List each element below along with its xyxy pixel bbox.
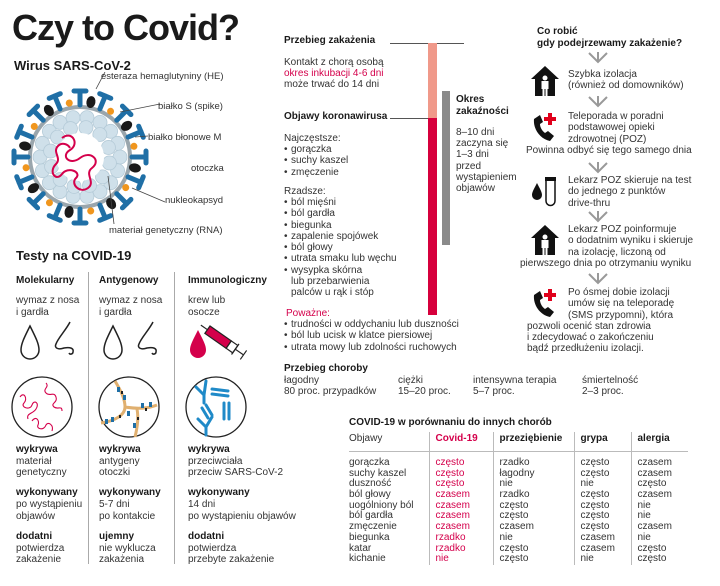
step-result-isolation (520, 224, 715, 269)
frequency-cell: często (574, 501, 631, 512)
virus-heading: Wirus SARS-CoV-2 (14, 58, 131, 73)
performed-label: wykonywany (99, 487, 161, 499)
performed-value: po wystąpieniu (16, 499, 83, 511)
detects-label: wykrywa (99, 444, 141, 455)
frequency-cell: często (574, 511, 631, 522)
spike-head (100, 216, 111, 221)
rna-strands-icon (10, 375, 74, 439)
frequency-cell: rzadko (493, 490, 574, 501)
frequency-cell: często (493, 554, 574, 565)
infectious-line: 8–10 dni (456, 127, 495, 138)
phone-medical-icon (530, 111, 560, 143)
nucleocapsid-bubble (102, 156, 116, 170)
frequency-cell: czasem (429, 501, 493, 512)
step-text: na izolację, liczoną od (568, 246, 666, 258)
frequency-cell: często (574, 490, 631, 501)
what-to-do-heading-line: Co robić (537, 26, 578, 37)
symptom-item: • utrata mowy lub zdolności ruchowych (284, 342, 459, 353)
arrow-down-icon (588, 52, 608, 64)
antibodies-icon (184, 375, 248, 439)
disease-course-label: intensywna terapia (473, 375, 557, 386)
step-text: Szybka izolacja (568, 69, 637, 80)
disease-course-item (582, 375, 638, 397)
performed-value: 5-7 dni (99, 499, 130, 511)
infectious-heading (456, 94, 509, 118)
performed-value: po kontakcie (99, 510, 156, 522)
result-label: dodatni (16, 530, 53, 542)
phone-medical-icon (530, 287, 560, 319)
step-text: drive-thru (568, 197, 611, 209)
table-row (349, 452, 688, 469)
spike-head (139, 177, 144, 188)
test-sample: osocze (188, 306, 220, 318)
nucleocapsid-bubble (79, 121, 93, 135)
frequency-cell: często (631, 479, 688, 490)
step-text: Teleporada w poradni (568, 111, 664, 122)
spike-head (49, 94, 60, 99)
test-sample: wymaz z nosa (16, 295, 80, 306)
rare-symptoms-list (284, 197, 397, 299)
symptom-item: • ból głowy (284, 242, 397, 253)
symptom-cell: suchy kaszel (349, 467, 407, 479)
step-text: pozwoli ocenić stan zdrowia (527, 320, 651, 332)
symptoms-heading: Objawy koronawirusa (284, 111, 388, 122)
contact-text: Kontakt z chorą osobą (284, 57, 384, 68)
arrow-down-icon (588, 211, 608, 223)
step-isolation (530, 65, 715, 92)
frequency-cell: rzadko (429, 533, 493, 544)
frequency-cell: nie (574, 554, 631, 565)
frequency-cell: nie (574, 479, 631, 490)
virus-label-envelope: otoczka (191, 163, 224, 174)
symptom-item: • suchy kaszel (284, 155, 348, 166)
step-text: zdrowotnej (POZ) (568, 133, 647, 145)
frequency-cell: czasem (574, 544, 631, 555)
symptom-cell: zmęczenie (349, 521, 397, 533)
performed-label: wykonywany (188, 487, 250, 499)
step-text: Lekarz POZ poinformuje (568, 224, 677, 235)
column-header: Objawy (349, 432, 429, 452)
performed-label: wykonywany (16, 487, 78, 499)
disease-course-label: śmiertelność (582, 375, 639, 386)
infectious-line: objawów (456, 182, 495, 194)
step-text: Powinna odbyć się tego samego dnia (526, 144, 692, 156)
comparison-heading: COVID-19 w porównaniu do innych chorób (349, 417, 552, 428)
spike-head (139, 126, 144, 137)
blood-drop-syringe-icon (188, 320, 248, 364)
infectious-heading-line: zakaźności (456, 106, 509, 117)
what-to-do-heading (537, 26, 682, 50)
infectious-line: zaczyna się (456, 138, 509, 150)
table-row (349, 554, 688, 565)
incubation-bar (428, 43, 437, 118)
symptom-item: • zapalenie spojówek (284, 231, 397, 242)
symptom-item: • trudności w oddychaniu lub duszności (284, 319, 459, 330)
symptom-item: • zmęczenie (284, 167, 348, 178)
step-test-referral (530, 175, 715, 209)
disease-course-value: 5–7 proc. (473, 386, 515, 398)
leader-line (132, 188, 165, 202)
step-teleconsultation (526, 111, 715, 156)
frequency-cell: często (493, 501, 574, 512)
step-text: umów się na teleporadę (568, 298, 675, 310)
page-title: Czy to Covid? (12, 7, 239, 48)
performed-value: 14 dni (188, 499, 216, 511)
performed-value: po wystąpieniu objawów (188, 510, 296, 522)
frequency-cell: często (493, 544, 574, 555)
common-symptoms-list (284, 144, 348, 178)
table-row (349, 533, 688, 544)
test-sample: i gardła (16, 306, 49, 318)
frequency-cell: czasem (429, 522, 493, 533)
infectious-line: wystąpieniem (456, 171, 517, 183)
symptom-item: • ból lub ucisk w klatce piersiowej (284, 330, 459, 341)
test-name: Molekularny (16, 275, 75, 286)
frequency-cell: nie (493, 479, 574, 490)
house-person-icon (530, 65, 560, 97)
test-info-antigen (99, 444, 161, 574)
arrow-down-icon (588, 162, 608, 174)
symptom-item: • wysypka skórna lub przebarwienia palców u rąk i stóp (284, 265, 397, 299)
frequency-cell: czasem (429, 490, 493, 501)
symptoms-bar (428, 118, 437, 315)
virus-label-he: esteraza hemaglutyniny (HE) (101, 71, 224, 82)
disease-course-label: ciężki (398, 375, 424, 386)
frequency-cell: czasem (631, 490, 688, 501)
symptom-cell: uogólniony ból (349, 499, 414, 511)
test-sample: krew lub (188, 295, 226, 306)
what-to-do-heading-line: gdy podejrzewamy zakażenie? (537, 38, 683, 49)
frequency-cell: często (429, 479, 493, 490)
frequency-cell: łagodny (493, 469, 574, 480)
disease-course-value: 80 proc. przypadków (284, 386, 377, 398)
detects-label: wykrywa (188, 444, 230, 455)
antigen-envelope-icon (97, 375, 161, 439)
spike-head (49, 216, 60, 221)
symptom-item: • utrata smaku lub węchu (284, 253, 397, 264)
frequency-cell: często (574, 469, 631, 480)
step-text: do jednego z punktów (568, 186, 666, 198)
performed-value: objawów (16, 510, 55, 522)
frequency-cell: często (429, 452, 493, 469)
frequency-cell: czasem (631, 522, 688, 533)
table-header-row (349, 432, 688, 452)
column-header: grypa (574, 432, 631, 452)
frequency-cell: czasem (429, 511, 493, 522)
virus-label-nucleocapsid: nukleokapsyd (165, 195, 224, 206)
frequency-cell: często (631, 554, 688, 565)
detects-value: antygeny (99, 456, 140, 467)
arrow-down-icon (588, 273, 608, 285)
symptom-item: • ból gardła (284, 208, 397, 219)
test-molecular (16, 275, 96, 318)
result-value: przebyte zakażenie (188, 553, 275, 565)
frequency-cell: rzadko (493, 452, 574, 469)
spike-head (100, 94, 111, 99)
step-text: bądź przedłużeniu izolacji. (527, 343, 644, 355)
step-text: pierwszego dnia po otrzymaniu wyniku (520, 257, 692, 269)
infectious-text (456, 127, 517, 194)
frequency-cell: nie (429, 554, 493, 565)
frequency-cell: nie (493, 533, 574, 544)
result-value: potwierdza (16, 542, 65, 554)
symptom-cell: ból głowy (349, 489, 391, 501)
symptom-cell: duszność (349, 478, 392, 490)
step-text: Po ósmej dobie izolacji (568, 287, 670, 298)
leader-line (135, 136, 148, 137)
column-header: przeziębienie (493, 432, 574, 452)
symptom-item: • biegunka (284, 220, 397, 231)
test-name: Antygenowy (99, 275, 159, 286)
disease-course-value: 2–3 proc. (582, 386, 624, 398)
symptom-item: • gorączka (284, 144, 348, 155)
test-tube-drop-icon (530, 175, 560, 207)
frequency-cell: często (574, 452, 631, 469)
step-text: podstawowej opieki (568, 122, 655, 134)
frequency-cell: czasem (493, 522, 574, 533)
incubation-text: okres inkubacji 4-6 dni (284, 68, 384, 79)
step-text: (również od domowników) (568, 80, 684, 92)
virus-label-rna: materiał genetyczny (RNA) (109, 225, 223, 236)
frequency-cell: często (429, 469, 493, 480)
frequency-cell: czasem (631, 469, 688, 480)
symptom-cell: gorączka (349, 457, 390, 468)
test-sample: wymaz z nosa (99, 295, 163, 306)
disease-course-item (398, 375, 451, 397)
house-person-icon (530, 224, 560, 256)
symptoms-rule (390, 118, 428, 119)
test-immunological (188, 275, 268, 318)
step-text: (SMS przypomni), która (568, 309, 674, 321)
step-text: o dodatnim wyniku i skieruje (568, 235, 694, 247)
disease-course-heading: Przebieg choroby (284, 363, 368, 374)
disease-course-item (473, 375, 556, 397)
frequency-cell: rzadko (429, 544, 493, 555)
incubation-max-text: może trwać do 14 dni (284, 79, 380, 90)
infectious-heading-line: Okres (456, 94, 485, 105)
result-value: nie wyklucza (99, 542, 156, 554)
serious-symptoms-list (284, 319, 459, 353)
virus-illustration (10, 72, 170, 242)
detects-value: genetyczny (16, 467, 67, 479)
tests-heading: Testy na COVID-19 (16, 248, 132, 263)
frequency-cell: nie (631, 501, 688, 512)
column-header: alergia (631, 432, 688, 452)
disease-course-item (284, 375, 376, 397)
detects-value: otoczki (99, 467, 131, 479)
infectious-line: przed (456, 160, 482, 172)
symptom-cell: ból gardła (349, 510, 393, 522)
test-info-molecular (16, 444, 82, 574)
spike-head (17, 126, 22, 137)
column-header: Covid-19 (429, 432, 493, 452)
rare-label: Rzadsze: (284, 186, 326, 197)
frequency-cell: nie (631, 511, 688, 522)
spike-head (17, 177, 22, 188)
infectious-line: 1–3 dni (456, 149, 489, 161)
frequency-cell: często (493, 511, 574, 522)
result-value: zakażenia (99, 553, 145, 565)
drop-and-nose-icon (18, 320, 74, 364)
virus-label-m-protein: białko błonowe M (148, 132, 222, 143)
frequency-cell: nie (631, 533, 688, 544)
frequency-cell: czasem (631, 452, 688, 469)
test-antigen (99, 275, 179, 318)
virus-label-spike: białko S (spike) (158, 101, 223, 112)
symptom-cell: kichanie (349, 553, 386, 565)
test-name: Immunologiczny (188, 275, 267, 286)
step-text: i zdecydować o zakończeniu (527, 332, 654, 344)
disease-course-label: łagodny (284, 375, 320, 386)
drop-and-nose-icon (101, 320, 157, 364)
symptom-item: • ból mięśni (284, 197, 397, 208)
symptom-cell: biegunka (349, 531, 390, 543)
frequency-cell: często (631, 544, 688, 555)
result-label: ujemny (99, 530, 135, 542)
test-info-immunological (188, 444, 296, 574)
disease-course-value: 15–20 proc. (398, 386, 451, 398)
course-heading: Przebieg zakażenia (284, 35, 376, 46)
result-value: potwierdza (188, 542, 237, 554)
detects-value: przeciwciała (188, 456, 243, 467)
arrow-down-icon (588, 96, 608, 108)
step-text: Lekarz POZ skieruje na test (568, 175, 692, 186)
step-followup-teleconsultation (527, 287, 715, 355)
comparison-table (349, 432, 688, 565)
detects-value: materiał (16, 456, 52, 467)
course-rule (390, 43, 464, 44)
common-label: Najczęstsze: (284, 133, 341, 144)
symptom-cell: katar (349, 542, 372, 554)
result-value: zakażenie (16, 553, 62, 565)
infectious-bar (442, 91, 450, 245)
frequency-cell: często (574, 522, 631, 533)
frequency-cell: czasem (574, 533, 631, 544)
serious-label: Poważne: (286, 308, 330, 319)
test-sample: i gardła (99, 306, 132, 318)
result-label: dodatni (188, 530, 225, 542)
detects-label: wykrywa (16, 444, 58, 455)
detects-value: przeciw SARS-CoV-2 (188, 467, 284, 479)
